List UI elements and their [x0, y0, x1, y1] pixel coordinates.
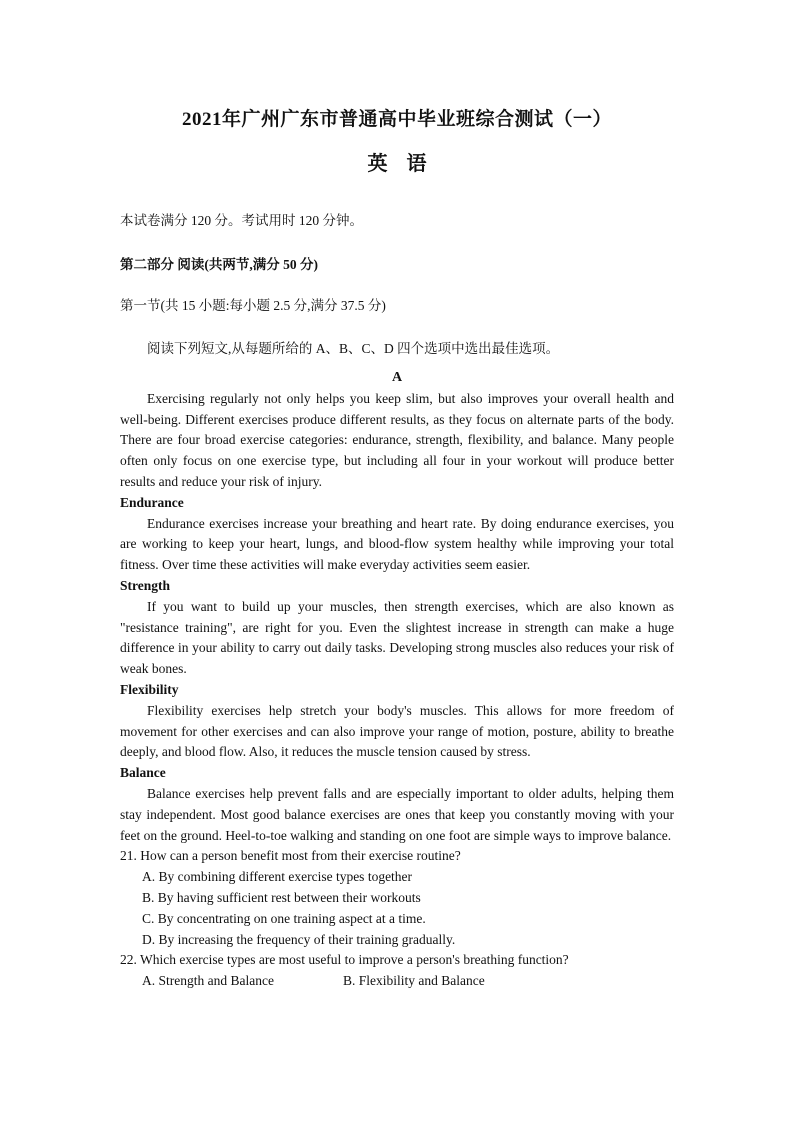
part-heading: 第二部分 阅读(共两节,满分 50 分)	[120, 257, 318, 272]
section-text-balance: Balance exercises help prevent falls and are especially important to older adults, helping them stay independent. Most good balance exercises are ones that keep you constantly moving with your feet on the ground. Heel-to-toe walking and standing on one foot are simple ways to improve balance.	[120, 785, 674, 843]
exam-title: 2021年广州广东市普通高中毕业班综合测试（一）	[181, 109, 612, 130]
question-21-option-b: B. By having sufficient rest between their workouts	[142, 889, 421, 905]
reading-passage	[120, 368, 674, 992]
section-text-strength: If you want to build up your muscles, then strength exercises, which are also known as "resistance training", are right for you. Even the slightest increase in strength can make a huge difference in your ability to carry out daily tasks. Developing strong muscles also reduces your risk of weak bones.	[120, 598, 674, 677]
question-21-stem: 21. How can a person benefit most from their exercise routine?	[120, 848, 461, 864]
section-heading: 第一节(共 15 小题:每小题 2.5 分,满分 37.5 分)	[120, 298, 386, 313]
question-22-option-b: B. Flexibility and Balance	[343, 973, 485, 989]
section-heading-strength: Strength	[120, 577, 171, 593]
question-21-option-c: C. By concentrating on one training aspect at a time.	[142, 910, 426, 926]
question-22-options	[120, 971, 674, 992]
question-22-option-a: A. Strength and Balance	[142, 973, 274, 989]
subject-title: 英 语	[367, 153, 427, 175]
instructions: 阅读下列短文,从每题所给的 A、B、C、D 四个选项中选出最佳选项。	[147, 341, 560, 356]
passage-intro-paragraph: Exercising regularly not only helps you keep slim, but also improves your overall health and well-being. Different exercises produce different results, as they focus on alternate parts of the body. There are four broad exercise categories: endurance, strength, flexibility, and balance. Many people often only focus on one exercise type, but including all four in your workout will produce better results and reduce your risk of injury.	[120, 390, 674, 489]
section-text-flexibility: Flexibility exercises help stretch your body's muscles. This allows for more freedom of movement for other exercises and can also improve your range of motion, posture, ability to breathe deeply, and blood flow. Also, it reduces the muscle tension caused by stress.	[120, 702, 674, 760]
section-heading-endurance: Endurance	[120, 494, 184, 510]
question-21-option-a: A. By combining different exercise types together	[142, 869, 413, 885]
exam-info: 本试卷满分 120 分。考试用时 120 分钟。	[120, 213, 363, 228]
section-heading-balance: Balance	[120, 765, 166, 781]
passage-letter: A	[391, 370, 403, 385]
section-text-endurance: Endurance exercises increase your breathing and heart rate. By doing endurance exercises, you are working to keep your heart, lungs, and blood-flow system healthy while improving your total fitness. Over time these activities will make everyday activities seem easier.	[120, 515, 674, 573]
section-heading-flexibility: Flexibility	[120, 681, 179, 697]
question-22-stem: 22. Which exercise types are most useful to improve a person's breathing function?	[120, 952, 569, 968]
question-21-option-d: D. By increasing the frequency of their training gradually.	[142, 931, 456, 947]
